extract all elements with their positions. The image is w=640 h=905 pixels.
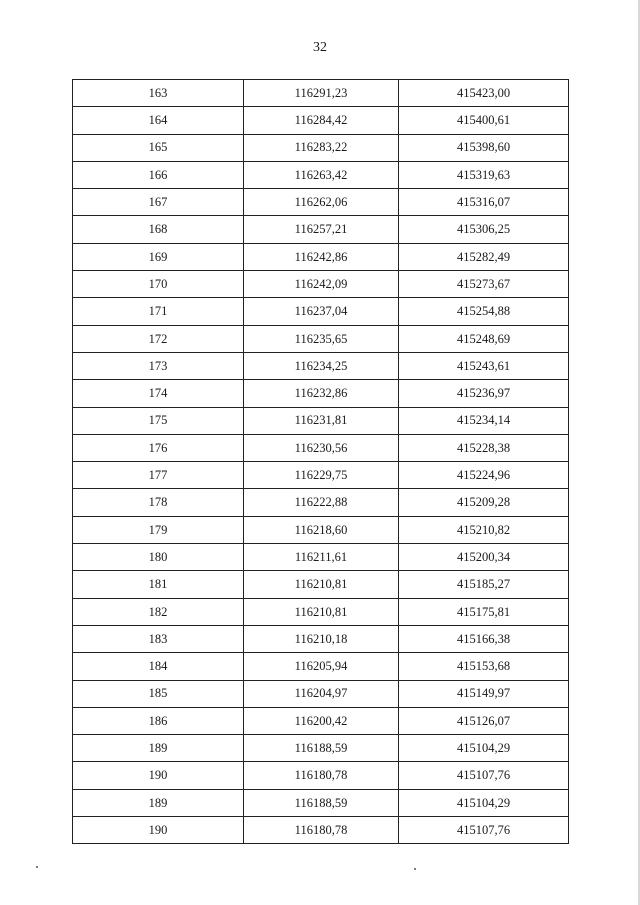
point-number-cell: 189 [73,735,244,762]
y-coordinate-cell: 415228,38 [399,434,569,461]
x-coordinate-cell: 116180,78 [244,762,399,789]
point-number-cell: 189 [73,789,244,816]
x-coordinate-cell: 116234,25 [244,352,399,379]
x-coordinate-cell: 116200,42 [244,707,399,734]
y-coordinate-cell: 415248,69 [399,325,569,352]
point-number-cell: 185 [73,680,244,707]
point-number-cell: 190 [73,817,244,844]
table-row [73,189,569,216]
x-coordinate-cell: 116242,86 [244,243,399,270]
point-number-cell: 177 [73,462,244,489]
point-number-cell: 184 [73,653,244,680]
y-coordinate-cell: 415273,67 [399,271,569,298]
table-row [73,434,569,461]
point-number-cell: 175 [73,407,244,434]
x-coordinate-cell: 116218,60 [244,516,399,543]
y-coordinate-cell: 415282,49 [399,243,569,270]
point-number-cell: 169 [73,243,244,270]
scan-speck [414,868,416,870]
point-number-cell: 180 [73,544,244,571]
x-coordinate-cell: 116205,94 [244,653,399,680]
x-coordinate-cell: 116188,59 [244,789,399,816]
table-row [73,516,569,543]
x-coordinate-cell: 116211,61 [244,544,399,571]
y-coordinate-cell: 415243,61 [399,352,569,379]
point-number-cell: 170 [73,271,244,298]
point-number-cell: 176 [73,434,244,461]
y-coordinate-cell: 415153,68 [399,653,569,680]
table-row [73,817,569,844]
page-number: 32 [313,40,327,55]
coordinates-table [72,79,569,844]
point-number-cell: 171 [73,298,244,325]
point-number-cell: 182 [73,598,244,625]
point-number-cell: 172 [73,325,244,352]
table-row [73,216,569,243]
y-coordinate-cell: 415126,07 [399,707,569,734]
point-number-cell: 174 [73,380,244,407]
y-coordinate-cell: 415236,97 [399,380,569,407]
y-coordinate-cell: 415107,76 [399,817,569,844]
point-number-cell: 168 [73,216,244,243]
x-coordinate-cell: 116222,88 [244,489,399,516]
table-row [73,161,569,188]
table-row [73,407,569,434]
table-row [73,380,569,407]
y-coordinate-cell: 415200,34 [399,544,569,571]
table-row [73,571,569,598]
x-coordinate-cell: 116180,78 [244,817,399,844]
point-number-cell: 181 [73,571,244,598]
y-coordinate-cell: 415209,28 [399,489,569,516]
y-coordinate-cell: 415210,82 [399,516,569,543]
point-number-cell: 190 [73,762,244,789]
table-row [73,134,569,161]
x-coordinate-cell: 116284,42 [244,107,399,134]
y-coordinate-cell: 415185,27 [399,571,569,598]
table-row [73,544,569,571]
table-row [73,735,569,762]
table-row [73,462,569,489]
y-coordinate-cell: 415234,14 [399,407,569,434]
x-coordinate-cell: 116230,56 [244,434,399,461]
point-number-cell: 178 [73,489,244,516]
y-coordinate-cell: 415107,76 [399,762,569,789]
point-number-cell: 173 [73,352,244,379]
y-coordinate-cell: 415149,97 [399,680,569,707]
x-coordinate-cell: 116232,86 [244,380,399,407]
x-coordinate-cell: 116291,23 [244,80,399,107]
y-coordinate-cell: 415398,60 [399,134,569,161]
y-coordinate-cell: 415319,63 [399,161,569,188]
x-coordinate-cell: 116229,75 [244,462,399,489]
point-number-cell: 179 [73,516,244,543]
table-row [73,598,569,625]
table-row [73,762,569,789]
point-number-cell: 166 [73,161,244,188]
y-coordinate-cell: 415166,38 [399,625,569,652]
x-coordinate-cell: 116210,18 [244,625,399,652]
x-coordinate-cell: 116242,09 [244,271,399,298]
x-coordinate-cell: 116204,97 [244,680,399,707]
y-coordinate-cell: 415306,25 [399,216,569,243]
table-row [73,707,569,734]
y-coordinate-cell: 415104,29 [399,789,569,816]
x-coordinate-cell: 116231,81 [244,407,399,434]
y-coordinate-cell: 415254,88 [399,298,569,325]
point-number-cell: 186 [73,707,244,734]
point-number-cell: 183 [73,625,244,652]
y-coordinate-cell: 415316,07 [399,189,569,216]
scan-speck [36,866,38,868]
table-row [73,789,569,816]
table-row [73,271,569,298]
table-row [73,352,569,379]
table-row [73,680,569,707]
x-coordinate-cell: 116210,81 [244,598,399,625]
x-coordinate-cell: 116237,04 [244,298,399,325]
x-coordinate-cell: 116210,81 [244,571,399,598]
table-row [73,625,569,652]
coordinates-table-body [73,80,569,844]
point-number-cell: 163 [73,80,244,107]
table-row [73,80,569,107]
x-coordinate-cell: 116263,42 [244,161,399,188]
y-coordinate-cell: 415104,29 [399,735,569,762]
table-row [73,653,569,680]
point-number-cell: 167 [73,189,244,216]
y-coordinate-cell: 415224,96 [399,462,569,489]
point-number-cell: 164 [73,107,244,134]
x-coordinate-cell: 116283,22 [244,134,399,161]
x-coordinate-cell: 116188,59 [244,735,399,762]
x-coordinate-cell: 116262,06 [244,189,399,216]
y-coordinate-cell: 415175,81 [399,598,569,625]
point-number-cell: 165 [73,134,244,161]
table-row [73,489,569,516]
table-row [73,325,569,352]
x-coordinate-cell: 116257,21 [244,216,399,243]
table-row [73,298,569,325]
table-row [73,107,569,134]
table-row [73,243,569,270]
y-coordinate-cell: 415400,61 [399,107,569,134]
x-coordinate-cell: 116235,65 [244,325,399,352]
y-coordinate-cell: 415423,00 [399,80,569,107]
